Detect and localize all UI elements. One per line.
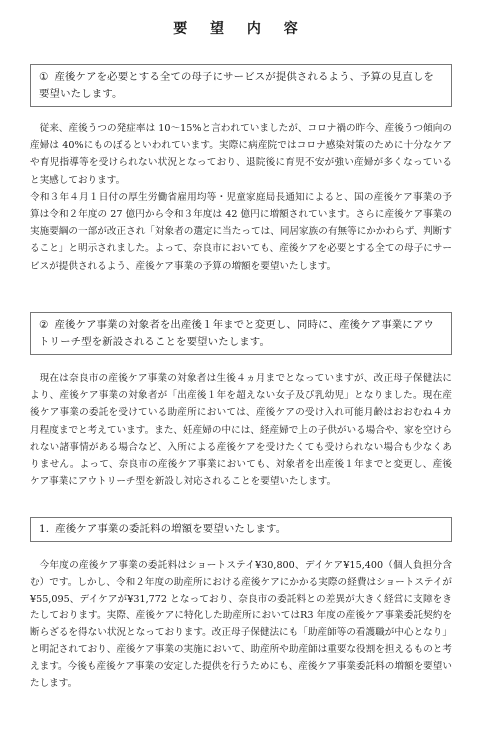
request-item-3-number: 1. xyxy=(39,523,50,535)
request-item-1-heading-box xyxy=(30,64,452,107)
request-item-1-heading: 産後ケアを必要とする全ての母子にサービスが提供されるよう、予算の見直しを要望いたします。 xyxy=(39,71,434,100)
request-item-1-paragraph-1: 従来、産後うつの発症率は 10～15%と言われていましたが、コロナ禍の昨今、産後うつ傾向の産婦は 40%にものぼるといわれています。実際に病産院ではコロナ感染対策のために十分なケアや育児指導等を受けられない状況となっており、退院後に育児不安が強い産婦が多くなっていると実感しております。 xyxy=(30,123,452,186)
request-item-3-paragraph-1: 今年度の産後ケア事業の委託料はショートステイ¥30,800、デイケア¥15,400（個人負担分含む）です。しかし、令和２年度の助産所における産後ケアにかかる実際の経費はショートステイが¥55,095、デイケアが¥31,772 となっており、奈良市の委託料との差異が大きく経営に支障をきたしております。実際、産後ケアに特化した助産所においてはR3 年度の産後ケア事業委託契約を断らざるを得ない状況となっております。改正母子保健法にも「助産師等の看護職が中心となり」と明記されており、産後ケア事業の実施において、助産所や助産師は重要な役割を担えるものと考えます。今後も産後ケア事業の安定した提供を行うためにも、産後ケア事業委託料の増額を要望いたします。 xyxy=(30,560,452,689)
page-title: 要 望 内 容 xyxy=(173,21,307,37)
request-item-1-paragraph-2: 令和３年４月１日付の厚生労働省雇用均等・児童家庭局長通知によると、国の産後ケア事業の予算は令和２年度の 27 億円から令和３年度は 42 億円に増額されています。さらに産後ケア事業の実施要綱の一部が改正され「対象者の選定に当たっては、同居家族の有無等にかかわらず、判断すること」と明示されました。よって、奈良市においても、産後ケアを必要とする全ての母子にサービスが提供されるよう、産後ケア事業の予算の増額を要望いたします。 xyxy=(30,191,452,272)
request-item-3-heading: 産後ケア事業の委託料の増額を要望いたします。 xyxy=(55,523,287,535)
request-item-1-body xyxy=(30,120,452,275)
request-item-2-paragraph-1: 現在は奈良市の産後ケア事業の対象者は生後４ヵ月までとなっていますが、改正母子保健法により、産後ケア事業の対象者が「出産後１年を超えない女子及び乳幼児」となりました。現在産後ケア事業の委託を受けている助産所においては、産後ケアの受け入れ可能月齢はおおむね４カ月程度までと考えています。また、妊産婦の中には、経産婦で上の子供がいる場合や、家を空けられない諸事情がある場合など、入所による産後ケアを受けたくても受けられない場合も少なくありません。よって、奈良市の産後ケア事業においても、対象者を出産後１年までと変更し、産後ケア事業にアウトリーチ型を新設し対応されることを要望いたします。 xyxy=(30,373,452,488)
request-item-2-number: ② xyxy=(39,319,49,331)
request-item-2-heading-box xyxy=(30,312,452,355)
request-item-2-body xyxy=(30,370,452,490)
request-item-1-number: ① xyxy=(39,71,49,83)
request-item-2-heading: 産後ケア事業の対象者を出産後１年までと変更し、同時に、産後ケア事業にアウトリーチ型を新設されることを要望いたします。 xyxy=(39,319,434,348)
request-item-3-heading-box xyxy=(30,517,452,542)
request-item-3-body xyxy=(30,558,452,692)
